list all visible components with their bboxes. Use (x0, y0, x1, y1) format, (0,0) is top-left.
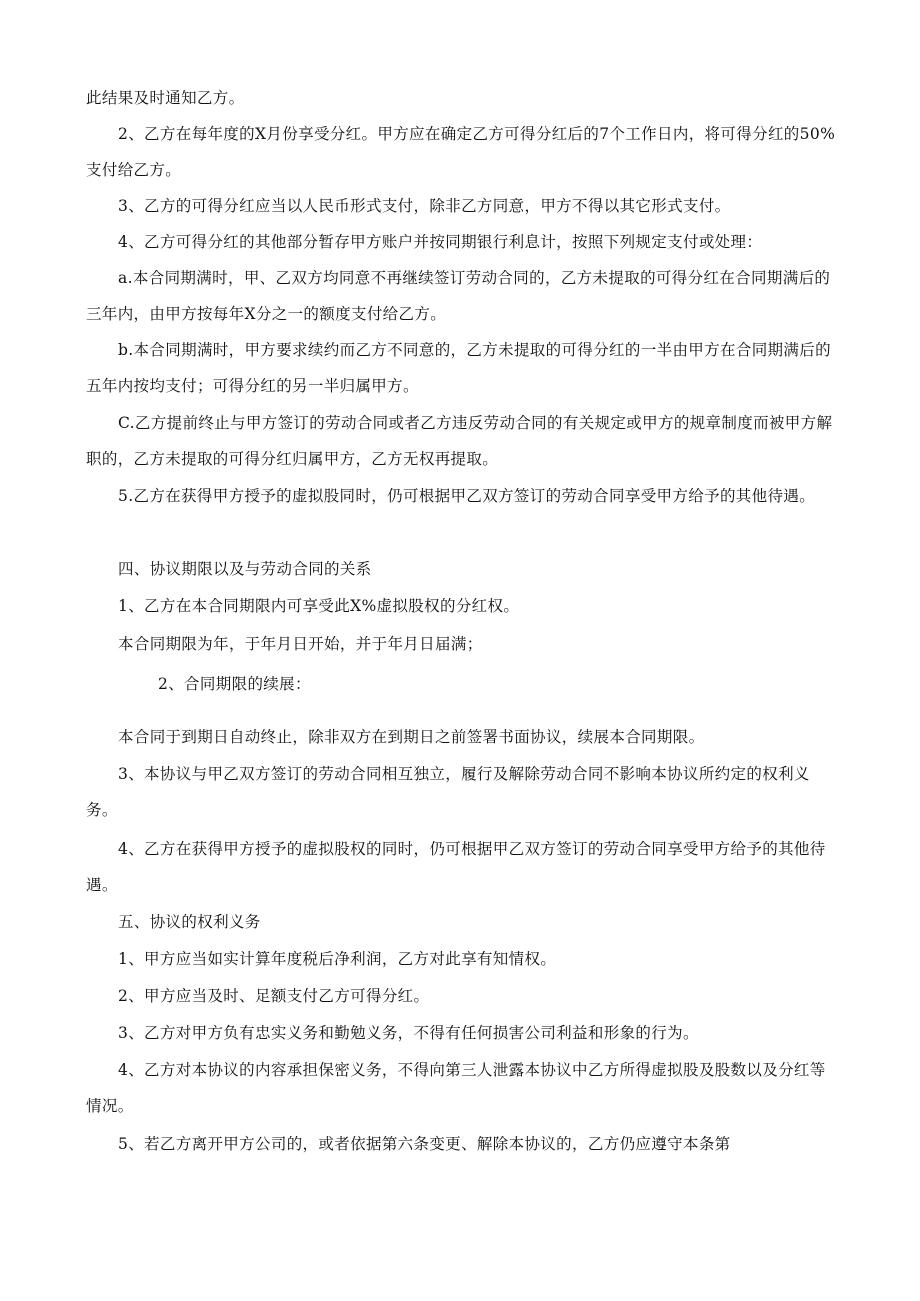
paragraph-2: 2、乙方在每年度的X月份享受分红。甲方应在确定乙方可得分红后的7个工作日内，将可得分红的50%支付给乙方。 (86, 125, 836, 179)
paragraph-7: C.乙方提前终止与甲方签订的劳动合同或者乙方违反劳动合同的有关规定或甲方的规章制度而被甲方解职的，乙方未提取的可得分红归属甲方，乙方无权再提取。 (86, 414, 833, 468)
paragraph-17: 3、乙方对甲方负有忠实义务和勤勉义务，不得有任何损害公司利益和形象的行为。 (118, 1024, 699, 1042)
paragraph-6: b.本合同期满时，甲方要求续约而乙方不同意的，乙方未提取的可得分红的一半由甲方在合同期满后的五年内按均支付；可得分红的另一半归属甲方。 (86, 341, 831, 395)
paragraph-19: 5、若乙方离开甲方公司的，或者依据第六条变更、解除本协议的，乙方仍应遵守本条第 (118, 1135, 731, 1153)
paragraph-14: 4、乙方在获得甲方授予的虚拟股权的同时，仍可根据甲乙双方签订的劳动合同享受甲方给予的其他待遇。 (86, 840, 826, 894)
paragraph-15: 1、甲方应当如实计算年度税后净利润，乙方对此享有知情权。 (118, 950, 557, 968)
paragraph-11: 2、合同期限的续展： (158, 675, 311, 693)
paragraph-13: 3、本协议与甲乙双方签订的劳动合同相互独立，履行及解除劳动合同不影响本协议所约定的权利义务。 (86, 765, 810, 819)
paragraph-1: 此结果及时通知乙方。 (86, 89, 245, 107)
paragraph-9: 1、乙方在本合同期限内可享受此X%虚拟股权的分红权。 (118, 597, 520, 615)
paragraph-8: 5.乙方在获得甲方授予的虚拟股同时，仍可根据甲乙双方签订的劳动合同享受甲方给予的其他待遇。 (118, 487, 816, 505)
paragraph-4: 4、乙方可得分红的其他部分暂存甲方账户并按同期银行利息计，按照下列规定支付或处理： (118, 233, 763, 251)
paragraph-10: 本合同期限为年，于年月日开始，并于年月日届满； (118, 635, 483, 653)
paragraph-5: a.本合同期满时，甲、乙双方均同意不再继续签订劳动合同的，乙方未提取的可得分红在合同期满后的三年内，由甲方按每年X分之一的额度支付给乙方。 (86, 269, 831, 323)
paragraph-16: 2、甲方应当及时、足额支付乙方可得分红。 (118, 987, 430, 1005)
paragraph-3: 3、乙方的可得分红应当以人民币形式支付，除非乙方同意，甲方不得以其它形式支付。 (118, 197, 731, 215)
paragraph-18: 4、乙方对本协议的内容承担保密义务，不得向第三人泄露本协议中乙方所得虚拟股及股数以及分红等情况。 (86, 1061, 826, 1115)
paragraph-12: 本合同于到期日自动终止，除非双方在到期日之前签署书面协议，续展本合同期限。 (118, 728, 705, 746)
section-heading-4: 四、协议期限以及与劳动合同的关系 (118, 560, 372, 578)
section-heading-5: 五、协议的权利义务 (118, 913, 261, 931)
